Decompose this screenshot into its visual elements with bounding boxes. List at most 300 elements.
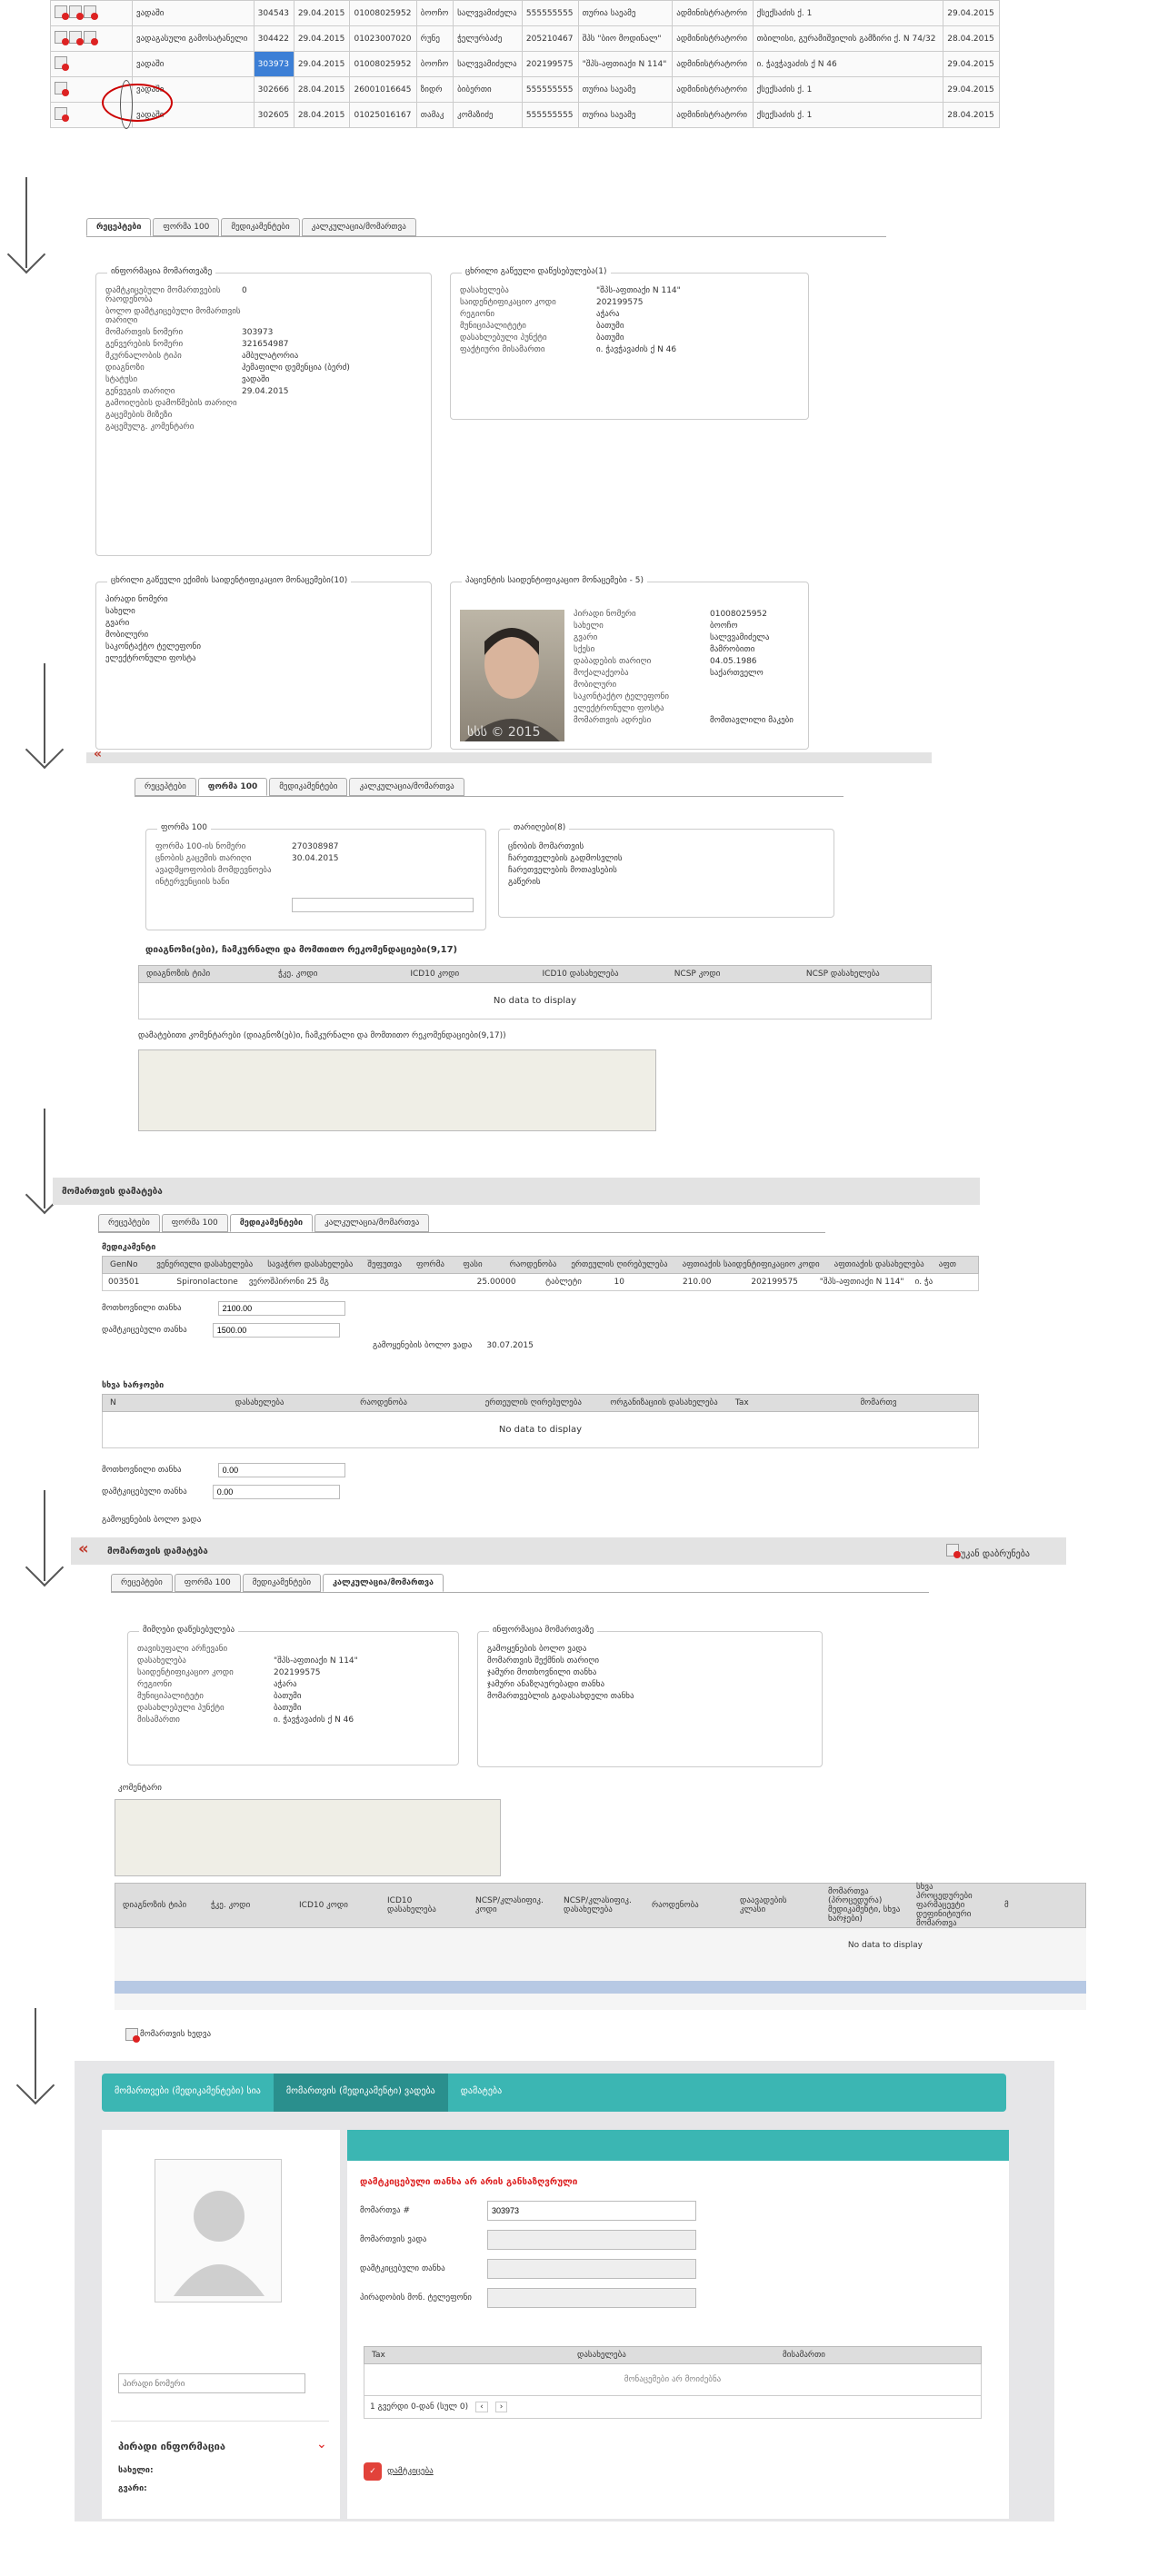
- cell-name: თამაკ: [416, 103, 453, 128]
- field-label: გამოიღების დამოწმების თარიღი: [105, 399, 237, 408]
- column-header[interactable]: GenNo: [110, 1260, 138, 1269]
- collapse-icon[interactable]: «: [94, 747, 103, 761]
- field-label: სახელი: [574, 622, 604, 631]
- field-label: ავადმყოფობის მომდევნოება: [155, 866, 272, 875]
- cell-status: ვადაში: [133, 1, 255, 26]
- field-value: ამბულატორია: [242, 352, 299, 361]
- patient-title: პაციენტის საიდენტიფიკაციო მონაცემები - 5): [462, 576, 647, 585]
- field-value: ბათუმი: [596, 333, 624, 343]
- highlight-circle: [102, 84, 173, 122]
- form-input[interactable]: [487, 2259, 696, 2279]
- requested-row: [102, 1301, 345, 1316]
- table-row[interactable]: [51, 26, 1000, 52]
- column-header[interactable]: NCSP დასახელება: [805, 970, 880, 979]
- field-label: ჩარეთველების გადმოსვლის: [508, 854, 623, 863]
- tab-prescriptions[interactable]: რეცეპტები: [135, 778, 196, 796]
- edit-icon[interactable]: [55, 5, 67, 18]
- approved-input[interactable]: [213, 1323, 340, 1338]
- column-header[interactable]: მ: [1004, 1901, 1009, 1910]
- field-value: [292, 866, 476, 875]
- field-row: [137, 1704, 449, 1713]
- medication-grid: [102, 1256, 979, 1291]
- document-icon: [125, 2028, 138, 2041]
- column-header[interactable]: დიაგნოზის ტიპი: [123, 1901, 187, 1910]
- approved-row: [102, 1323, 340, 1338]
- arrow-icon: [0, 177, 55, 277]
- field-row: [574, 692, 801, 701]
- calc-grid: [115, 1883, 1086, 2010]
- column-header[interactable]: NCSP/კლასიფიკ. დასახელება: [564, 1896, 632, 1915]
- cell-surname: სალვვამიძელა: [454, 52, 523, 77]
- cell-id: 304543: [254, 1, 294, 26]
- field-row: [460, 310, 799, 319]
- field-label: თავისუფალი არჩევანი: [137, 1645, 228, 1654]
- next-page-button[interactable]: ›: [495, 2402, 508, 2412]
- form-label: მომართვის ვადა: [360, 2235, 427, 2244]
- column-header[interactable]: ICD10 დასახელება: [387, 1896, 436, 1915]
- table-cell: Spironolactone: [176, 1278, 238, 1287]
- org-panel: [450, 267, 809, 420]
- print-icon[interactable]: [69, 5, 82, 18]
- requested-label: მოთხოვნილი თანხა: [102, 1304, 182, 1313]
- field-row: [460, 286, 799, 295]
- field-label: მომართვის ადრესი: [574, 716, 652, 725]
- field-row: [574, 610, 801, 619]
- cell-date2: 29.04.2015: [943, 52, 1000, 77]
- field-label: საკონტაქტო ტელეფონი: [574, 692, 670, 701]
- field-value: [274, 1645, 449, 1654]
- cell-status: ვადაში: [133, 103, 255, 128]
- dates-panel: [498, 823, 834, 918]
- column-header[interactable]: ჭკე. კოდი: [278, 970, 318, 979]
- cell-phone: 555555555: [522, 77, 578, 103]
- field-row: [155, 878, 476, 887]
- column-header[interactable]: ჭკე. კოდი: [211, 1901, 251, 1910]
- other-expenses-grid: [102, 1394, 979, 1448]
- field-row: [105, 423, 422, 432]
- column-header[interactable]: აფთ: [938, 1260, 956, 1269]
- comment-title: დამატებითი კომენტარები (დიაგნოზ(ებ)ი, ჩამკურნალი და მომთითო რეკომენდაციები(9,17)): [138, 1031, 506, 1040]
- cell-date: 29.04.2015: [294, 52, 350, 77]
- field-label: ცნობის მომართვის: [508, 842, 584, 851]
- field-label: ჯამური ანაზღაურებადი თანხა: [487, 1680, 605, 1689]
- field-value: ბათუმი: [274, 1704, 302, 1713]
- form-row: [360, 2259, 814, 2279]
- field-label: გაწერის: [508, 878, 541, 887]
- column-header[interactable]: NCSP კოდი: [674, 970, 721, 979]
- field-row: [105, 307, 422, 325]
- sidebar: [102, 2130, 340, 2519]
- field-label: პირადი ნომერი: [574, 610, 636, 619]
- nav-list[interactable]: მომართვები (მედიკამენტები) სია: [115, 2086, 261, 2096]
- field-value: 29.04.2015: [242, 387, 289, 396]
- field-value: 04.05.1986: [710, 657, 757, 666]
- field-row: [105, 363, 422, 373]
- column-header[interactable]: მისამართი: [783, 2351, 825, 2360]
- column-header[interactable]: ორგანიზაციის დასახელება: [610, 1398, 718, 1407]
- cell-pid: 01025016167: [350, 103, 416, 128]
- field-label: დამტკიცებული მომართვების რაოდენობა: [105, 286, 221, 304]
- table-row[interactable]: [51, 77, 1000, 103]
- intervention-select[interactable]: [292, 898, 474, 912]
- field-row: [105, 286, 422, 304]
- field-value: [292, 878, 476, 887]
- field-value: აჭარა: [596, 310, 620, 319]
- cell-surname: ჭელურბაძე: [454, 26, 523, 52]
- provider-panel: [127, 1626, 459, 1765]
- column-header[interactable]: დასახელება: [577, 2351, 626, 2360]
- field-row: [574, 645, 801, 654]
- tab-bar: [86, 218, 886, 237]
- arrow-icon: [9, 2008, 64, 2108]
- form-input[interactable]: [487, 2230, 696, 2250]
- cell-clinic: თურია საეამე: [578, 103, 673, 128]
- cell-date: 29.04.2015: [294, 1, 350, 26]
- field-label: ინტერვენციის ხანი: [155, 878, 230, 887]
- form-input[interactable]: [487, 2201, 696, 2221]
- table-cell: ვეროშპირონი 25 მგ: [248, 1278, 329, 1287]
- field-label: დასახელება: [137, 1656, 186, 1666]
- field-label: ჯამური მოთხოვნილი თანხა: [487, 1668, 597, 1677]
- cell-date: 28.04.2015: [294, 77, 350, 103]
- cell-dept: ადმინისტრატორი: [673, 1, 753, 26]
- print-icon[interactable]: [69, 31, 82, 44]
- tab-form100[interactable]: ფორმა 100: [162, 1214, 228, 1232]
- field-label: გვარი: [105, 619, 130, 628]
- column-header[interactable]: NCSP/კლასიფიკ. კოდი: [475, 1896, 544, 1915]
- cell-id: 304422: [254, 26, 294, 52]
- field-value: ი. ჭავჭავაძის ქ N 46: [274, 1716, 354, 1725]
- field-value: მომთავლილი მაკები: [710, 716, 794, 725]
- field-label: ელექტრონული ფოსტა: [574, 704, 664, 713]
- field-label: გვარი: [574, 633, 598, 642]
- column-header[interactable]: ფორმა: [416, 1260, 444, 1269]
- row-actions[interactable]: [51, 26, 133, 52]
- photo-watermark: სსს © 2015: [467, 725, 541, 740]
- column-header[interactable]: რაოდენობა: [652, 1901, 699, 1910]
- field-label: რეგიონი: [460, 310, 495, 319]
- comments-textarea[interactable]: [115, 1799, 501, 1876]
- referral-info-panel: [95, 267, 432, 556]
- approved-input[interactable]: [213, 1485, 340, 1499]
- field-value: [710, 681, 801, 690]
- field-value: აჭარა: [274, 1680, 297, 1689]
- cell-id: 302605: [254, 103, 294, 128]
- cell-pid: 01023007020: [350, 26, 416, 52]
- form100-title: ფორმა 100: [157, 823, 211, 832]
- field-value: საქართველო: [710, 669, 764, 678]
- cell-status: ვადაში: [133, 77, 255, 103]
- tab-calculation[interactable]: კალკულაცია/მომართვა: [349, 778, 464, 796]
- table-cell: ტაბლეტი: [545, 1278, 582, 1287]
- form-input[interactable]: [487, 2288, 696, 2308]
- field-label: სქესი: [574, 645, 595, 654]
- cell-status: ვადაგასული გამოსატანელი: [133, 26, 255, 52]
- form100-panel: [145, 823, 486, 930]
- field-value: ბოოჩო: [710, 622, 738, 631]
- doctor-panel: [95, 576, 432, 750]
- field-row: [105, 375, 422, 384]
- column-header[interactable]: რაოდენობა: [509, 1260, 557, 1269]
- field-label: დასახლებული პუნქტი: [137, 1704, 225, 1713]
- prev-page-button[interactable]: ‹: [475, 2402, 488, 2412]
- form-row: [360, 2230, 814, 2250]
- column-header[interactable]: აფთიაქის საიდენტიფიკაციო კოდი: [682, 1260, 820, 1269]
- approved-label: დამტკიცებული თანხა: [102, 1326, 187, 1335]
- requested-label: მოთხოვნილი თანხა: [102, 1466, 182, 1475]
- cell-pid: 01008025952: [350, 1, 416, 26]
- tab-calculation[interactable]: კალკულაცია/მომართვა: [323, 1574, 444, 1592]
- field-value: [242, 307, 422, 325]
- field-row: [155, 866, 476, 875]
- column-header[interactable]: დიაგნოზის ტიპი: [146, 970, 211, 979]
- field-value: 202199575: [596, 298, 644, 307]
- table-cell: 003501: [108, 1278, 140, 1287]
- field-row: [460, 345, 799, 354]
- panel-header: [53, 1178, 980, 1205]
- field-value: 270308987: [292, 842, 339, 851]
- no-data-text: No data to display: [138, 983, 932, 1019]
- table-row[interactable]: [51, 52, 1000, 77]
- column-header[interactable]: ICD10 კოდი: [299, 1901, 348, 1910]
- cell-date2: 29.04.2015: [943, 77, 1000, 103]
- column-header[interactable]: დასახელება: [235, 1398, 285, 1407]
- form-label: დამტკიცებული თანხა: [360, 2264, 445, 2273]
- comments-label: კომენტარი: [118, 1784, 162, 1793]
- table-cell: 10: [614, 1278, 624, 1287]
- cell-clinic: თურია საეამე: [578, 77, 673, 103]
- edit-icon[interactable]: [55, 56, 67, 69]
- collapse-icon[interactable]: «: [78, 1539, 89, 1558]
- field-row: [137, 1656, 449, 1666]
- cell-clinic: შპს "ბიო მოდინალ": [578, 26, 673, 52]
- tab-bar: [135, 778, 844, 797]
- tab-bar: [98, 1214, 825, 1233]
- org-title: ცხრილი გაწეული დაწესებულება(1): [462, 267, 611, 276]
- field-label: პირადი ნომერი: [105, 595, 168, 604]
- field-value: 01008025952: [710, 610, 767, 619]
- field-label: დასახლებული პუნქტი: [460, 333, 547, 343]
- field-value: 30.04.2015: [292, 854, 339, 863]
- tab-prescriptions[interactable]: რეცეპტები: [86, 218, 151, 236]
- form-label: მომართვა #: [360, 2206, 411, 2215]
- column-header[interactable]: ICD10 დასახელება: [542, 970, 619, 979]
- field-row: [574, 716, 801, 725]
- cell-surname: ბიბერთი: [454, 77, 523, 103]
- tab-calculation[interactable]: კალკულაცია/მომართვა: [302, 218, 416, 236]
- referral-info-title: ინფორმაცია მომართვაზე: [107, 267, 215, 276]
- approved-row-2: [102, 1485, 340, 1499]
- column-header[interactable]: ფასი: [463, 1260, 483, 1269]
- check-icon: ✓: [364, 2462, 382, 2481]
- field-row: [574, 657, 801, 666]
- field-value: მამრობითი: [710, 645, 755, 654]
- field-row: [574, 669, 801, 678]
- edit-icon[interactable]: [55, 107, 67, 120]
- panel-title: მომართვის დამატება: [107, 1546, 208, 1557]
- horizontal-scrollbar[interactable]: [115, 1981, 1086, 1994]
- cell-phone: 555555555: [522, 1, 578, 26]
- main-panel: [347, 2130, 1009, 2519]
- cell-phone: 555555555: [522, 103, 578, 128]
- tab-medications[interactable]: მედიკამენტები: [243, 1574, 321, 1592]
- field-value: ვადაში: [242, 375, 270, 384]
- nav-current[interactable]: მომართვის (მედიკამენტი) ვადება: [274, 2074, 448, 2112]
- table-cell: ი. ჭა: [914, 1278, 933, 1287]
- cell-dept: ადმინისტრატორი: [673, 26, 753, 52]
- field-label: მუნიციპალიტეტი: [460, 322, 526, 331]
- column-header[interactable]: N: [110, 1398, 116, 1407]
- column-header[interactable]: შეფუთვა: [367, 1260, 403, 1269]
- cell-addr: ქსექსაძის ქ. 1: [753, 77, 943, 103]
- approved-label: დამტკიცებული თანხა: [102, 1487, 187, 1497]
- field-value: ი. ჭავჭავაძის ქ N 46: [596, 345, 677, 354]
- tab-bar: [111, 1574, 929, 1593]
- field-value: [242, 411, 422, 420]
- delete-icon[interactable]: [84, 5, 96, 18]
- cell-addr: ქსექსაძის ქ. 1: [753, 103, 943, 128]
- column-header[interactable]: მომართვ: [860, 1398, 897, 1407]
- column-header[interactable]: ერთეულის ღირებულება: [484, 1398, 582, 1407]
- cell-surname: სალვვამიძელა: [454, 1, 523, 26]
- field-row: [105, 352, 422, 361]
- approve-button[interactable]: ✓ დამტკიცება: [364, 2462, 434, 2481]
- cell-date2: 28.04.2015: [943, 26, 1000, 52]
- comment-textarea[interactable]: [138, 1049, 656, 1131]
- tab-medications[interactable]: მედიკამენტები: [230, 1214, 313, 1232]
- row-actions[interactable]: [51, 52, 133, 77]
- cell-status: ვადაში: [133, 52, 255, 77]
- field-label: გაცემების მიზეზი: [105, 411, 173, 420]
- cell-clinic: თურია საეამე: [578, 1, 673, 26]
- column-header[interactable]: ვენერიული დასახელება: [156, 1260, 254, 1269]
- table-cell: [403, 1274, 471, 1290]
- tab-calculation[interactable]: კალკულაცია/მომართვა: [314, 1214, 429, 1232]
- column-header[interactable]: სავაჭრო დასახელება: [267, 1260, 354, 1269]
- column-header[interactable]: სხვა პროცედურები ფარმაცევტი დეფინიტიური მომართვა: [916, 1883, 973, 1928]
- edit-icon[interactable]: [55, 31, 67, 44]
- field-row: [460, 333, 799, 343]
- cell-addr: ქსექსაძის ქ. 1: [753, 1, 943, 26]
- table-row[interactable]: [51, 1, 1000, 26]
- column-header[interactable]: Tax: [734, 1398, 749, 1407]
- field-value: სალვვამიძელა: [710, 633, 770, 642]
- tab-form100[interactable]: ფორმა 100: [153, 218, 219, 236]
- tab-form100[interactable]: ფორმა 100: [198, 778, 267, 796]
- tab-prescriptions[interactable]: რეცეპტები: [98, 1214, 160, 1232]
- field-value: 0: [242, 286, 247, 295]
- field-row: [105, 399, 422, 408]
- column-header[interactable]: Tax: [372, 2351, 385, 2360]
- cell-addr: ი. ჭავჭავაძის ქ N 46: [753, 52, 943, 77]
- table-cell: "შპს-აფთიაქი N 114": [819, 1278, 904, 1287]
- field-label: ფორმა 100-ის ნომერი: [155, 842, 246, 851]
- field-label: მომართვის ნომერი: [105, 328, 184, 337]
- field-row: [155, 842, 476, 851]
- chevron-down-icon[interactable]: ⌄: [316, 2437, 327, 2452]
- field-row: [574, 622, 801, 631]
- cell-dept: ადმინისტრატორი: [673, 103, 753, 128]
- nav-add[interactable]: დამატება: [460, 2086, 503, 2096]
- panel-header: [71, 1537, 1066, 1565]
- cell-name: ზიდრ: [416, 77, 453, 103]
- field-value: 202199575: [274, 1668, 321, 1677]
- field-label: საიდენტიფიკაციო კოდი: [137, 1668, 234, 1677]
- arrow-icon: [18, 663, 73, 772]
- field-label: გაცემულგ. კომენტარი: [105, 423, 195, 432]
- name-label: სახელი:: [118, 2466, 154, 2475]
- column-header[interactable]: ICD10 კოდი: [410, 970, 460, 979]
- cell-clinic: "შპს-აფთიაქი N 114": [578, 52, 673, 77]
- cell-surname: კომაზიძე: [454, 103, 523, 128]
- column-header[interactable]: რაოდენობა: [360, 1398, 407, 1407]
- avatar: [155, 2159, 282, 2302]
- requested-input[interactable]: [218, 1463, 345, 1477]
- error-message: დამტკიცებული თანხა არ არის განსაზღვრული: [360, 2177, 578, 2187]
- cell-phone: 205210467: [522, 26, 578, 52]
- cell-date2: 29.04.2015: [943, 1, 1000, 26]
- field-label: სტატუსი: [105, 375, 138, 384]
- column-header[interactable]: ერთეულის ღირებულება: [571, 1260, 668, 1269]
- field-label: მობილური: [574, 681, 617, 690]
- requested-input[interactable]: [218, 1301, 345, 1316]
- field-label: რეგიონი: [137, 1680, 173, 1689]
- diagnosis-grid: [138, 965, 932, 1019]
- field-row: [460, 322, 799, 331]
- field-value: "შპს-აფთიაქი N 114": [274, 1656, 358, 1666]
- field-label: მუნიციპალიტეტი: [137, 1692, 204, 1701]
- row-actions[interactable]: [51, 1, 133, 26]
- column-header[interactable]: მომართვა (პროცედურა) მედიკამენტი, სხვა ხარჯები): [828, 1887, 901, 1924]
- surname-label: გვარი:: [118, 2484, 147, 2493]
- table-row[interactable]: [51, 103, 1000, 128]
- delete-icon[interactable]: [84, 31, 96, 44]
- cell-name: ბოოჩო: [416, 1, 453, 26]
- field-label: ფაქტიური მისამართი: [460, 345, 545, 354]
- provider-title: მიმღები დაწესებულება: [139, 1626, 238, 1635]
- tax-grid: [364, 2346, 982, 2419]
- tab-prescriptions[interactable]: რეცეპტები: [111, 1574, 173, 1592]
- top-nav: [102, 2074, 1006, 2112]
- field-label: ცნობის გაცემის თარიღი: [155, 854, 252, 863]
- requested-row-2: [102, 1463, 345, 1477]
- cell-id: 303973: [254, 52, 294, 77]
- tab-medications[interactable]: მედიკამენტები: [269, 778, 347, 796]
- field-row: [574, 633, 801, 642]
- column-header[interactable]: აფთიაქის დასახელება: [834, 1260, 924, 1269]
- field-value: [710, 692, 801, 701]
- cell-date: 29.04.2015: [294, 26, 350, 52]
- table-cell: [334, 1274, 403, 1290]
- cell-pid: 26001016645: [350, 77, 416, 103]
- other-expenses-label: სხვა ხარჯოები: [102, 1381, 165, 1390]
- field-row: [137, 1680, 449, 1689]
- edit-icon[interactable]: [55, 82, 67, 94]
- field-row: [574, 681, 801, 690]
- cell-dept: ადმინისტრატორი: [673, 52, 753, 77]
- field-value: [242, 423, 422, 432]
- field-value: [710, 704, 801, 713]
- personal-id-input[interactable]: [118, 2373, 305, 2393]
- pager-text: 1 გვერდი 0-დან (სულ 0): [370, 2402, 469, 2412]
- field-value: "შპს-აფთიაქი N 114": [596, 286, 681, 295]
- column-header[interactable]: დაავადების კლასი: [740, 1896, 787, 1915]
- back-button[interactable]: უკან დაბრუნება: [946, 1544, 1030, 1559]
- tab-form100[interactable]: ფორმა 100: [175, 1574, 241, 1592]
- referral-view-button[interactable]: მომართვის ხედვა: [125, 2028, 211, 2041]
- tab-medications[interactable]: მედიკამენტები: [221, 218, 299, 236]
- field-label: ჩარეთველების მოთავსების: [508, 866, 617, 875]
